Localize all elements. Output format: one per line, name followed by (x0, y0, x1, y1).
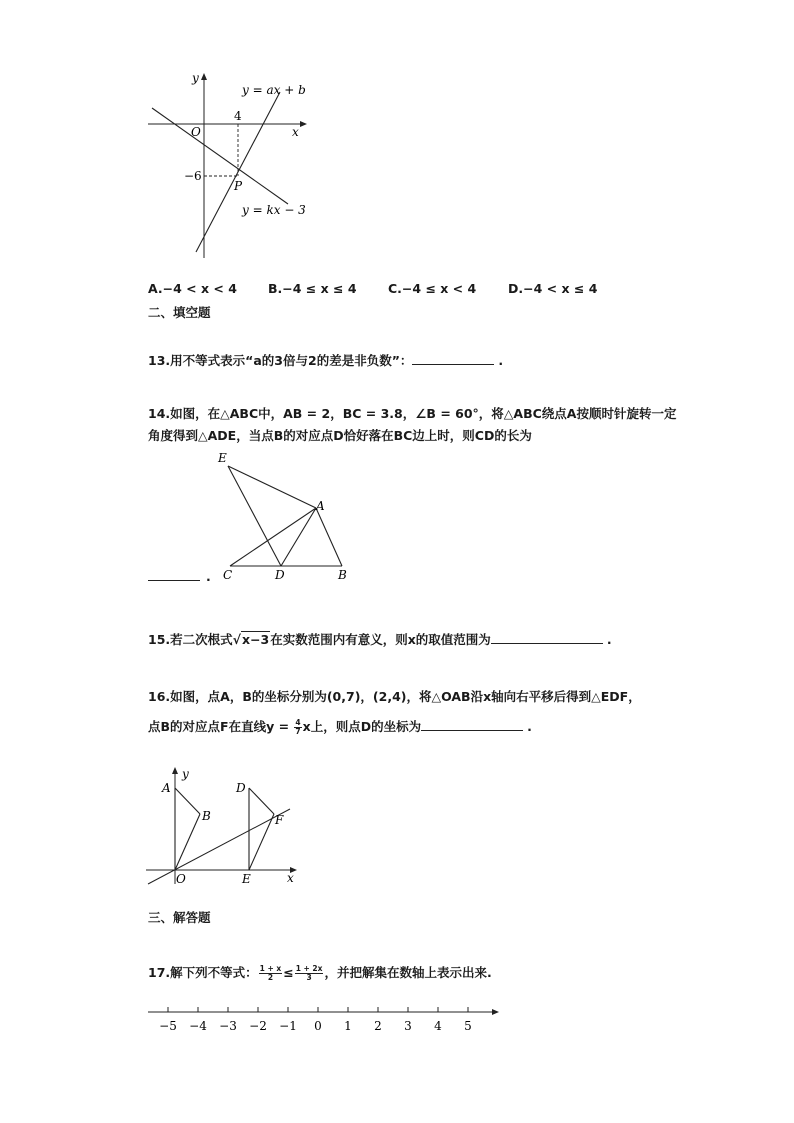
q17-fraction-2 (295, 965, 324, 982)
number-line-tick-label: 4 (434, 1019, 442, 1033)
q16-label-y: y (182, 767, 189, 781)
q16-y-arrow-icon (172, 767, 178, 774)
q17-fraction-1 (259, 965, 283, 982)
q16-label-x: x (287, 871, 294, 885)
q15-pre: 15.若二次根式 (148, 632, 233, 647)
q17-f2-num: 1 + 2x (295, 964, 323, 973)
q16-label-a: A (162, 781, 171, 795)
q16-line2 (148, 718, 532, 736)
section-fill-blank-heading: 二、填空题 (148, 305, 211, 320)
section-answer-heading: 三、解答题 (148, 910, 211, 925)
q13-answer-blank (412, 352, 494, 365)
origin-label: O (191, 125, 201, 139)
x-axis-arrow-icon (300, 121, 307, 127)
q17-number-line (140, 1000, 510, 1040)
q17-pre: 17.解下列不等式： (148, 965, 258, 980)
q16-label-f: F (275, 813, 284, 827)
q14-line2: 角度得到△ADE，当点B的对应点D恰好落在BC边上时，则CD的长为 (148, 428, 532, 443)
q16-line1: 16.如图，点A，B的坐标分别为(0,7)，(2,4)，将△OAB沿x轴向右平移后得到△EDF， (148, 689, 641, 704)
option-b: B.−4 ≤ x ≤ 4 (268, 281, 357, 296)
q16-fraction (294, 719, 301, 736)
point-p-label: P (234, 179, 243, 193)
y-axis-arrow-icon (201, 73, 207, 80)
question-15 (148, 631, 612, 648)
line1-label: y = ax + b (242, 83, 306, 97)
number-line-tick-label: −3 (219, 1019, 237, 1033)
question-13 (148, 352, 503, 369)
q15-end: . (606, 632, 612, 647)
number-line-arrow-icon (492, 1009, 499, 1015)
q16-line2-post: x上，则点D的坐标为 (302, 719, 422, 734)
q14-line1: 14.如图，在△ABC中，AB = 2，BC = 3.8，∠B = 60°，将△ABC绕点A按顺时针旋转一定 (148, 406, 677, 421)
q17-post: ，并把解集在数轴上表示出来. (324, 965, 492, 980)
q17-f2-den: 3 (306, 973, 312, 982)
option-a: A.−4 < x < 4 (148, 281, 237, 296)
q16-figure (142, 760, 307, 890)
q14-answer (148, 568, 211, 585)
q14-figure (210, 448, 360, 588)
q12-graph (140, 62, 320, 262)
q14-label-e: E (218, 451, 227, 465)
q14-end: . (206, 569, 211, 584)
y-axis-label: y (192, 71, 199, 85)
number-line-tick-label: 0 (314, 1019, 322, 1033)
q15-post: 在实数范围内有意义，则x的取值范围为 (270, 632, 491, 647)
q16-line2-pre: 点B的对应点F在直线y = (148, 719, 294, 734)
q13-end: . (498, 353, 504, 368)
q16-label-b: B (202, 809, 211, 823)
q14-answer-blank (148, 568, 200, 581)
number-line-tick-label: 1 (344, 1019, 352, 1033)
option-d: D.−4 < x ≤ 4 (508, 281, 598, 296)
q16-end: . (527, 719, 532, 734)
x-axis-label: x (292, 125, 299, 139)
number-line-tick-label: −5 (159, 1019, 177, 1033)
option-c: C.−4 ≤ x < 4 (388, 281, 477, 296)
q15-answer-blank (491, 631, 603, 644)
q15-radicand: x−3 (242, 632, 270, 647)
q16-label-d: D (236, 781, 246, 795)
q17-f1-den: 2 (267, 973, 274, 982)
q16-frac-den: 7 (295, 727, 301, 736)
number-line-tick-label: 5 (464, 1019, 472, 1033)
q14-label-c: C (223, 568, 233, 582)
q16-label-e: E (242, 872, 251, 886)
line-kx-3 (152, 108, 288, 204)
number-line-tick-label: −2 (249, 1019, 267, 1033)
q14-label-d: D (275, 568, 285, 582)
number-line-tick-label: 3 (404, 1019, 412, 1033)
q16-label-o: O (176, 872, 186, 886)
q17-rel: ≤ (283, 965, 294, 980)
q13-text: 13.用不等式表示“a的3倍与2的差是非负数”： (148, 353, 413, 368)
number-line-tick-label: −1 (279, 1019, 297, 1033)
number-line-tick-label: 2 (374, 1019, 382, 1033)
line2-label: y = kx − 3 (242, 203, 306, 217)
question-17 (148, 965, 492, 982)
q17-f1-num: 1 + x (259, 964, 282, 973)
y-mark-label: −6 (184, 169, 202, 183)
q14-label-b: B (338, 568, 347, 582)
number-line-tick-label: −4 (189, 1019, 207, 1033)
q14-label-a: A (316, 499, 325, 513)
q16-answer-blank (421, 718, 523, 731)
q16-frac-num: 4 (295, 718, 301, 727)
x-mark-label: 4 (234, 109, 242, 123)
q15-sqrt: √x−3 (232, 632, 270, 647)
